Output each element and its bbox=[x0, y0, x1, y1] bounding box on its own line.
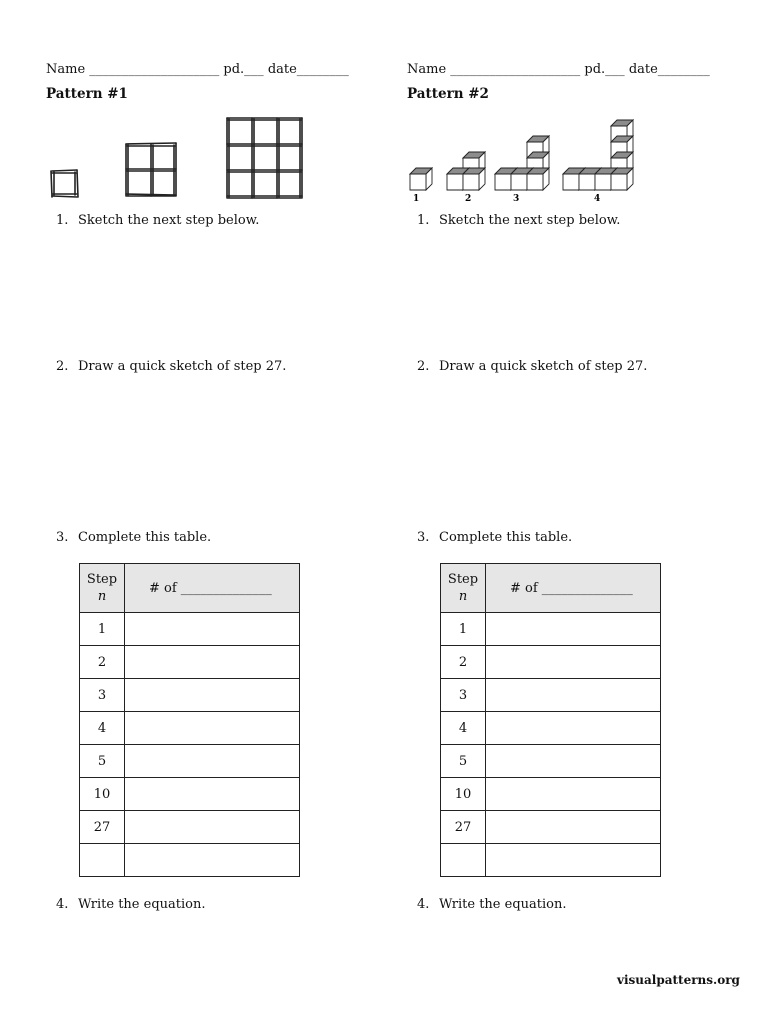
answer-cell[interactable] bbox=[125, 778, 300, 811]
table-row: 4 bbox=[80, 712, 300, 745]
answer-cell[interactable] bbox=[486, 778, 661, 811]
table-row: 4 bbox=[441, 712, 661, 745]
answer-cell[interactable] bbox=[125, 712, 300, 745]
answer-cell[interactable] bbox=[125, 844, 300, 877]
pattern-2-figure bbox=[407, 110, 647, 206]
cube bbox=[410, 168, 432, 190]
pattern-1-step-1 bbox=[51, 170, 78, 197]
table-row: 27 bbox=[441, 811, 661, 844]
answer-cell[interactable] bbox=[486, 811, 661, 844]
name-line: Name ____________________ pd.___ date________ bbox=[407, 62, 710, 77]
table-row: 27 bbox=[80, 811, 300, 844]
pattern-1-figure bbox=[46, 110, 316, 205]
pattern-1-step-2 bbox=[126, 143, 176, 196]
answer-cell[interactable] bbox=[125, 613, 300, 646]
question-4: 4. Write the equation. bbox=[56, 897, 206, 912]
pattern-title: Pattern #1 bbox=[46, 86, 128, 102]
worksheet-pattern-1 bbox=[46, 0, 376, 1024]
site-footer: visualpatterns.org bbox=[617, 973, 740, 987]
table-row: 2 bbox=[80, 646, 300, 679]
cube bbox=[611, 168, 633, 190]
answer-cell[interactable] bbox=[486, 745, 661, 778]
pattern-1-step-3 bbox=[227, 118, 302, 198]
table-row: 1 bbox=[441, 613, 661, 646]
step-label-1: 1 bbox=[413, 194, 420, 204]
answer-cell[interactable] bbox=[486, 646, 661, 679]
cube bbox=[463, 168, 485, 190]
table-row: 10 bbox=[441, 778, 661, 811]
question-1: 1. Sketch the next step below. bbox=[417, 213, 621, 228]
question-4: 4. Write the equation. bbox=[417, 897, 567, 912]
step-label-2: 2 bbox=[465, 194, 472, 204]
answer-cell[interactable] bbox=[125, 811, 300, 844]
step-label-4: 4 bbox=[594, 194, 601, 204]
answer-cell[interactable] bbox=[486, 844, 661, 877]
answer-cell[interactable] bbox=[125, 745, 300, 778]
table-row: 1 bbox=[80, 613, 300, 646]
question-3: 3. Complete this table. bbox=[417, 530, 573, 545]
answer-cell[interactable] bbox=[486, 679, 661, 712]
worksheet-pattern-2 bbox=[407, 0, 737, 1024]
table-header-step: Step n bbox=[80, 564, 125, 613]
question-2: 2. Draw a quick sketch of step 27. bbox=[56, 359, 287, 374]
answer-cell[interactable] bbox=[486, 613, 661, 646]
answer-cell[interactable] bbox=[125, 646, 300, 679]
cube bbox=[527, 168, 549, 190]
question-3: 3. Complete this table. bbox=[56, 530, 212, 545]
table-row: 5 bbox=[80, 745, 300, 778]
step-table bbox=[79, 563, 300, 877]
table-row: 2 bbox=[441, 646, 661, 679]
pattern-title: Pattern #2 bbox=[407, 86, 489, 102]
step-table bbox=[440, 563, 661, 877]
question-2: 2. Draw a quick sketch of step 27. bbox=[417, 359, 648, 374]
table-row bbox=[80, 844, 300, 877]
table-row: 10 bbox=[80, 778, 300, 811]
step-label-3: 3 bbox=[513, 194, 520, 204]
answer-cell[interactable] bbox=[125, 679, 300, 712]
answer-cell[interactable] bbox=[486, 712, 661, 745]
table-header-count: # of ______________ bbox=[125, 564, 300, 613]
question-1: 1. Sketch the next step below. bbox=[56, 213, 260, 228]
table-row bbox=[441, 844, 661, 877]
table-header-step: Step n bbox=[441, 564, 486, 613]
table-row: 3 bbox=[441, 679, 661, 712]
table-row: 3 bbox=[80, 679, 300, 712]
name-line: Name ____________________ pd.___ date________ bbox=[46, 62, 349, 77]
table-row: 5 bbox=[441, 745, 661, 778]
table-header-count: # of ______________ bbox=[486, 564, 661, 613]
